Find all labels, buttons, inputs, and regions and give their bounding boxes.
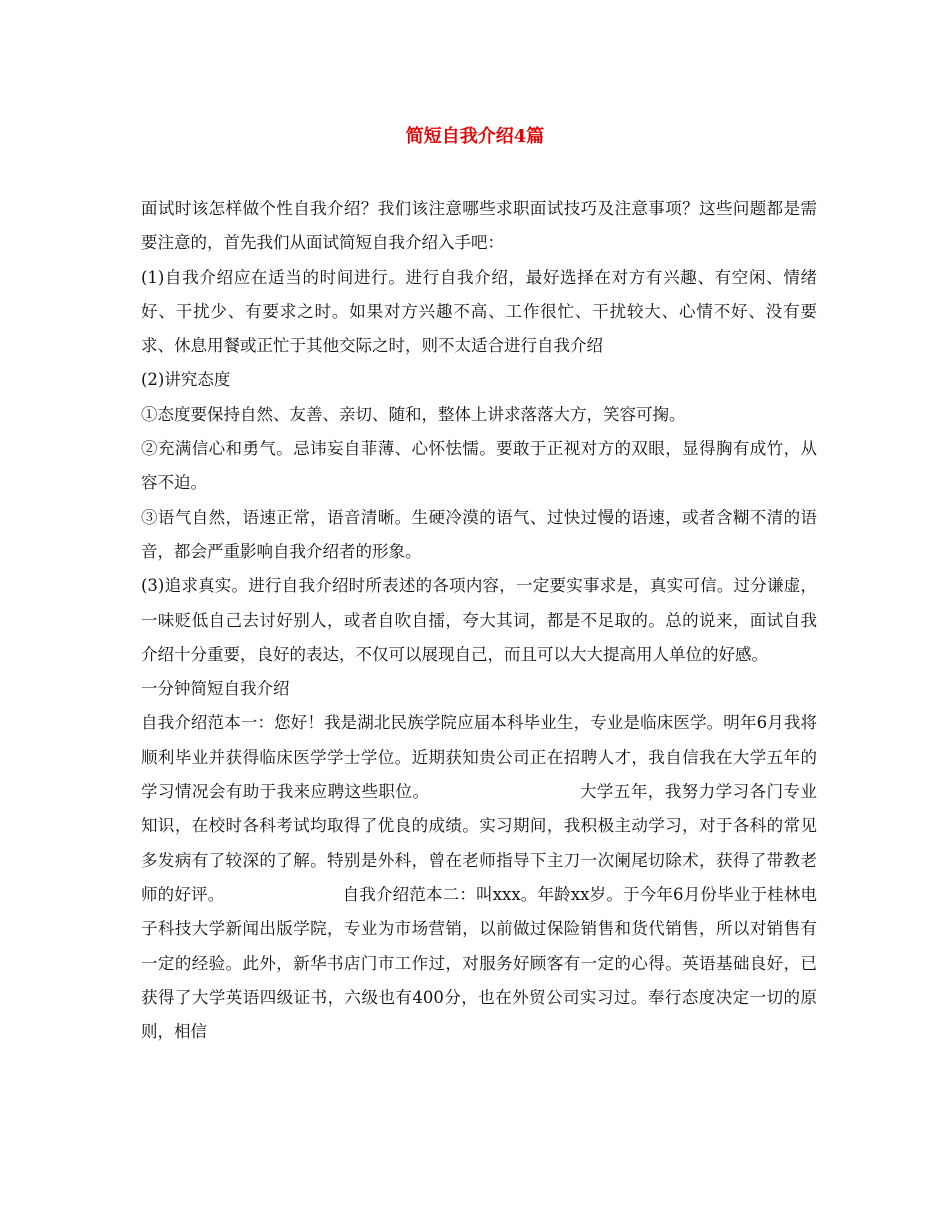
section-heading: 一分钟简短自我介绍 [141, 679, 290, 699]
point-1-paragraph: (1)自我介绍应在适当的时间进行。进行自我介绍，最好选择在对方有兴趣、有空闲、情绪好、干扰少、有要求之时。如果对方兴趣不高、工作很忙、干扰较大、心情不好、没有要求、休息用餐或正忙于其他交际之时，则不太适合进行自我介绍 [141, 267, 817, 356]
intro-paragraph: 面试时该怎样做个性自我介绍？我们该注意哪些求职面试技巧及注意事项？这些问题都是需要注意的，首先我们从面试简短自我介绍入手吧： [141, 199, 817, 253]
document-body [141, 192, 817, 1049]
sample-one-body: 大学五年，我努力学习各门专业知识，在校时各科考试均取得了优良的成绩。实习期间，我积极主动学习，对于各科的常见多发病有了较深的了解。特别是外科，曾在老师指导下主刀一次阑尾切除术，获得了带教老师的好评。 [141, 782, 818, 904]
point-3-paragraph: (3)追求真实。进行自我介绍时所表述的各项内容，一定要实事求是，真实可信。过分谦虚，一味贬低自己去讨好别人，或者自吹自擂，夸大其词，都是不足取的。总的说来，面试自我介绍十分重要，良好的表达，不仅可以展现自己，而且可以大大提高用人单位的好感。 [141, 576, 817, 664]
point-2-heading: (2)讲究态度 [141, 370, 231, 390]
attitude-item-3: ③语气自然，语速正常，语音清晰。生硬冷漠的语气、过快过慢的语速，或者含糊不清的语音，都会严重影响自我介绍者的形象。 [141, 507, 817, 561]
attitude-item-2: ②充满信心和勇气。忌讳妄自菲薄、心怀怯懦。要敢于正视对方的双眼，显得胸有成竹，从容不迫。 [141, 439, 817, 493]
sample-one-intro: 自我介绍范本一：您好！我是湖北民族学院应届本科毕业生，专业是临床医学。明年6月我将顺利毕业并获得临床医学学士学位。近期获知贵公司正在招聘人才，我自信我在大学五年的学习情况会有助于我来应聘这些职位。 [141, 713, 817, 802]
attitude-item-1: ①态度要保持自然、友善、亲切、随和，整体上讲求落落大方，笑容可掬。 [141, 404, 686, 424]
sample-paragraph [141, 706, 817, 1049]
sample-two-text: 自我介绍范本二：叫xxx。年龄xx岁。于今年6月份毕业于桂林电子科技大学新闻出版学院，专业为市场营销，以前做过保险销售和货代销售，所以对销售有一定的经验。此外，新华书店门市工作过，对服务好顾客有一定的心得。英语基础良好，已获得了大学英语四级证书，六级也有400分，也在外贸公司实习过。奉行态度决定一切的原则，相信 [141, 884, 817, 1042]
document-title: 简短自我介绍4篇 [405, 126, 545, 147]
